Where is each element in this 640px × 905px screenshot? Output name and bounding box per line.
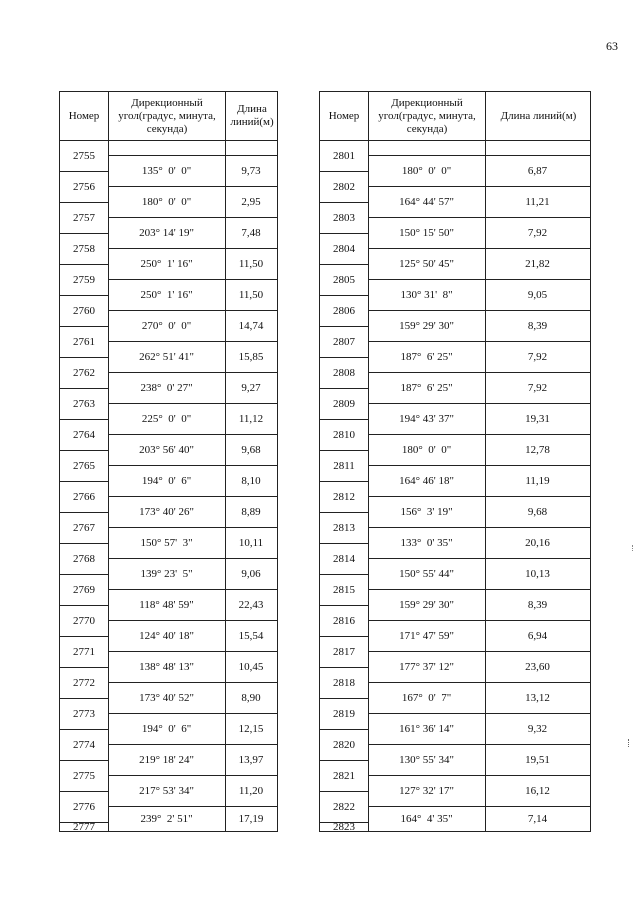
point-number: 2820 [333,738,355,751]
line-length: 11,12 [238,412,264,425]
point-number: 2822 [333,800,355,813]
point-number: 2760 [73,304,95,317]
direction-angle: 125° 50' 45" [399,257,454,270]
line-length: 7,92 [527,350,548,363]
line-length: 8,39 [527,598,548,611]
point-number: 2761 [73,335,95,348]
line-length: 9,68 [527,505,548,518]
right-table-header [320,92,590,141]
point-number: 2764 [73,428,95,441]
line-length: 7,92 [527,381,548,394]
direction-angle: 164° 4' 35" [400,812,453,825]
direction-angle: 150° 15' 50" [399,226,454,239]
point-number: 2803 [333,211,355,224]
direction-angle: 225° 0' 0" [141,412,192,425]
line-length: 7,48 [241,226,261,239]
point-number: 2802 [333,180,355,193]
direction-angle: 177° 37' 12" [399,660,454,673]
point-number: 2775 [73,769,95,782]
direction-angle: 187° 6' 25" [400,350,453,363]
direction-angle: 180° 0' 0" [401,164,452,177]
point-number: 2806 [333,304,355,317]
direction-angle: 173° 40' 52" [139,691,194,704]
line-length: 11,19 [525,474,550,487]
line-length: 10,45 [238,660,264,673]
direction-angle: 180° 0' 0" [141,195,192,208]
point-number: 2765 [73,459,95,472]
point-number: 2815 [333,583,355,596]
line-length: 19,51 [525,753,550,766]
line-length: 19,31 [525,412,550,425]
line-length: 11,50 [238,288,264,301]
header-angle: Дирекционный угол(градус, минута, секунда) [378,96,476,135]
header-angle: Дирекционный угол(градус, минута, секунда) [118,96,216,135]
direction-angle: 159° 29' 30" [399,319,454,332]
point-number: 2763 [73,397,95,410]
line-length: 2,95 [241,195,261,208]
left-table-header [60,92,277,141]
point-number: 2812 [333,490,355,503]
line-length: 15,85 [238,350,264,363]
direction-angle: 139° 23' 5" [140,567,193,580]
direction-angle: 194° 43' 37" [399,412,454,425]
line-length: 8,10 [241,474,261,487]
point-number: 2774 [73,738,95,751]
direction-angle: 138° 48' 13" [139,660,194,673]
point-number: 2756 [73,180,95,193]
direction-angle: 118° 48' 59" [139,598,194,611]
line-length: 6,94 [527,629,548,642]
line-length: 11,50 [238,257,264,270]
point-number: 2810 [333,428,355,441]
point-number: 2817 [333,645,355,658]
point-number: 2771 [73,645,95,658]
line-length: 16,12 [525,784,550,797]
direction-angle: 161° 36' 14" [399,722,454,735]
line-length: 6,87 [527,164,548,177]
line-length: 9,68 [241,443,261,456]
direction-angle: 180° 0' 0" [401,443,452,456]
direction-angle: 194° 0' 6" [141,722,192,735]
direction-angle: 167° 0' 7" [401,691,452,704]
line-length: 20,16 [525,536,550,549]
direction-angle: 130° 31' 8" [400,288,453,301]
direction-angle: 171° 47' 59" [399,629,454,642]
line-length: 7,92 [527,226,548,239]
line-length: 9,06 [241,567,261,580]
point-number: 2807 [333,335,355,348]
direction-angle: 217° 53' 34" [139,784,194,797]
point-number: 2770 [73,614,95,627]
line-length: 9,27 [241,381,261,394]
point-number: 2767 [73,521,95,534]
line-length: 21,82 [525,257,550,270]
point-number: 2777 [73,820,95,833]
line-length: 10,13 [525,567,550,580]
point-number: 2814 [333,552,355,565]
point-number: 2755 [73,149,95,162]
point-number: 2773 [73,707,95,720]
line-length: 8,90 [241,691,261,704]
point-number: 2762 [73,366,95,379]
header-length: Длина линий(м) [500,109,577,122]
scan-speck [632,545,635,551]
direction-angle: 262° 51' 41" [139,350,194,363]
point-number: 2818 [333,676,355,689]
point-number: 2813 [333,521,355,534]
point-number: 2819 [333,707,355,720]
line-length: 12,78 [525,443,550,456]
left-coordinates-table [59,91,278,832]
line-length: 17,19 [238,812,264,825]
point-number: 2757 [73,211,95,224]
line-length: 15,54 [238,629,264,642]
direction-angle: 135° 0' 0" [141,164,192,177]
direction-angle: 187° 6' 25" [400,381,453,394]
point-number: 2769 [73,583,95,596]
point-number: 2766 [73,490,95,503]
direction-angle: 124° 40' 18" [139,629,194,642]
line-length: 7,14 [527,812,548,825]
header-length: Длина линий(м) [230,103,274,128]
direction-angle: 150° 55' 44" [399,567,454,580]
direction-angle: 219° 18' 24" [139,753,194,766]
line-length: 8,39 [527,319,548,332]
point-number: 2759 [73,273,95,286]
direction-angle: 164° 44' 57" [399,195,454,208]
line-length: 10,11 [238,536,264,549]
right-coordinates-table [319,91,591,832]
header-number: Номер [328,109,360,122]
direction-angle: 130° 55' 34" [399,753,454,766]
line-length: 23,60 [525,660,550,673]
point-number: 2808 [333,366,355,379]
direction-angle: 250° 1' 16" [140,257,193,270]
line-length: 13,12 [525,691,550,704]
direction-angle: 250° 1' 16" [140,288,193,301]
header-number: Номер [68,109,100,122]
point-number: 2804 [333,242,355,255]
point-number: 2823 [333,820,355,833]
line-length: 14,74 [238,319,264,332]
line-length: 8,89 [241,505,261,518]
point-number: 2805 [333,273,355,286]
direction-angle: 270° 0' 0" [141,319,192,332]
direction-angle: 239° 2' 51" [140,812,193,825]
direction-angle: 156° 3' 19" [400,505,453,518]
line-length: 22,43 [238,598,264,611]
page-number: 63 [606,39,618,53]
line-length: 12,15 [238,722,264,735]
line-length: 9,05 [527,288,548,301]
direction-angle: 159° 29' 30" [399,598,454,611]
point-number: 2821 [333,769,355,782]
line-length: 11,21 [525,195,550,208]
point-number: 2816 [333,614,355,627]
point-number: 2811 [333,459,355,472]
direction-angle: 194° 0' 6" [141,474,192,487]
point-number: 2772 [73,676,95,689]
point-number: 2758 [73,242,95,255]
line-length: 13,97 [238,753,264,766]
direction-angle: 203° 56' 40" [139,443,194,456]
direction-angle: 203° 14' 19" [139,226,194,239]
point-number: 2809 [333,397,355,410]
line-length: 9,32 [527,722,548,735]
point-number: 2768 [73,552,95,565]
direction-angle: 238° 0' 27" [140,381,193,394]
direction-angle: 164° 46' 18" [399,474,454,487]
line-length: 11,20 [238,784,264,797]
direction-angle: 173° 40' 26" [139,505,194,518]
point-number: 2801 [333,149,355,162]
direction-angle: 133° 0' 35" [400,536,453,549]
direction-angle: 150° 57' 3" [140,536,193,549]
line-length: 9,73 [241,164,261,177]
direction-angle: 127° 32' 17" [399,784,454,797]
point-number: 2776 [73,800,95,813]
scan-speck [628,739,631,747]
